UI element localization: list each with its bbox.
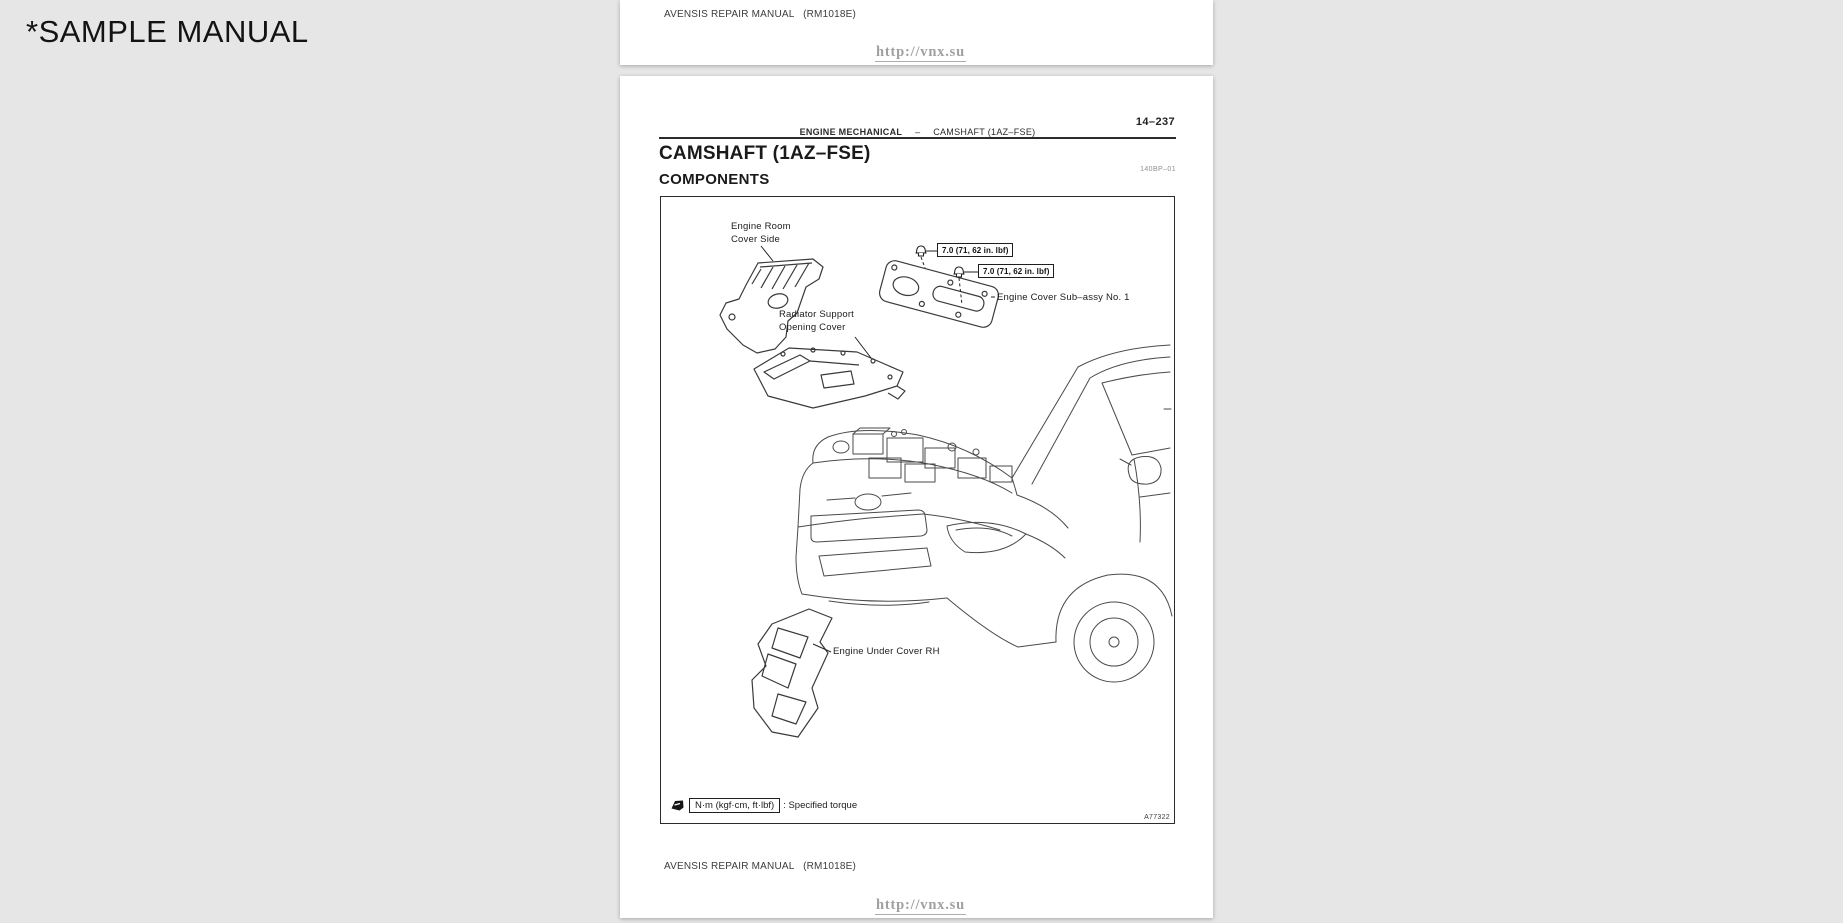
section-name: ENGINE MECHANICAL [799,127,903,137]
previous-page-fragment [620,0,1213,65]
header-rule [659,137,1176,139]
running-header: AVENSIS REPAIR MANUAL (RM1018E) [664,9,857,20]
torque-callout-1: 7.0 (71, 62 in. lbf) [937,243,1013,257]
part-radiator-support-opening-cover [754,348,905,408]
label-line: Cover Side [731,234,780,245]
torque-symbol-icon [671,800,684,811]
label-radiator-support-opening-cover [779,308,854,334]
figure-number: A77322 [1144,814,1170,821]
components-heading: COMPONENTS [659,171,770,188]
running-footer: AVENSIS REPAIR MANUAL (RM1018E) [664,861,857,872]
label-engine-cover-subassy: Engine Cover Sub–assy No. 1 [997,292,1130,303]
running-section-header [659,127,1176,137]
revision-code: 140BP–01 [1140,166,1176,173]
section-chapter: CAMSHAFT (1AZ–FSE) [933,127,1036,137]
torque-legend [671,798,857,813]
label-engine-under-cover-rh: Engine Under Cover RH [833,646,940,657]
manual-page [620,76,1213,918]
label-engine-room-cover-side [731,220,791,246]
section-dash: – [915,127,921,137]
site-watermark-bottom: http://vnx.su [876,897,965,913]
page-number: 14–237 [1135,116,1175,128]
part-engine-under-cover-rh [752,609,832,737]
car-outline [796,345,1172,682]
page-title: CAMSHAFT (1AZ–FSE) [659,143,871,164]
label-line: Radiator Support [779,309,855,320]
torque-unit-box: N·m (kgf·cm, ft·lbf) [689,798,780,813]
diagram-frame [660,196,1175,824]
part-engine-room-cover-side [720,259,823,353]
torque-callout-2: 7.0 (71, 62 in. lbf) [978,264,1054,278]
torque-legend-description: : Specified torque [783,800,858,811]
label-line: Engine Room [731,221,791,232]
sample-manual-banner: *SAMPLE MANUAL [26,14,309,49]
site-watermark-top: http://vnx.su [876,44,965,60]
label-line: Opening Cover [779,322,846,333]
